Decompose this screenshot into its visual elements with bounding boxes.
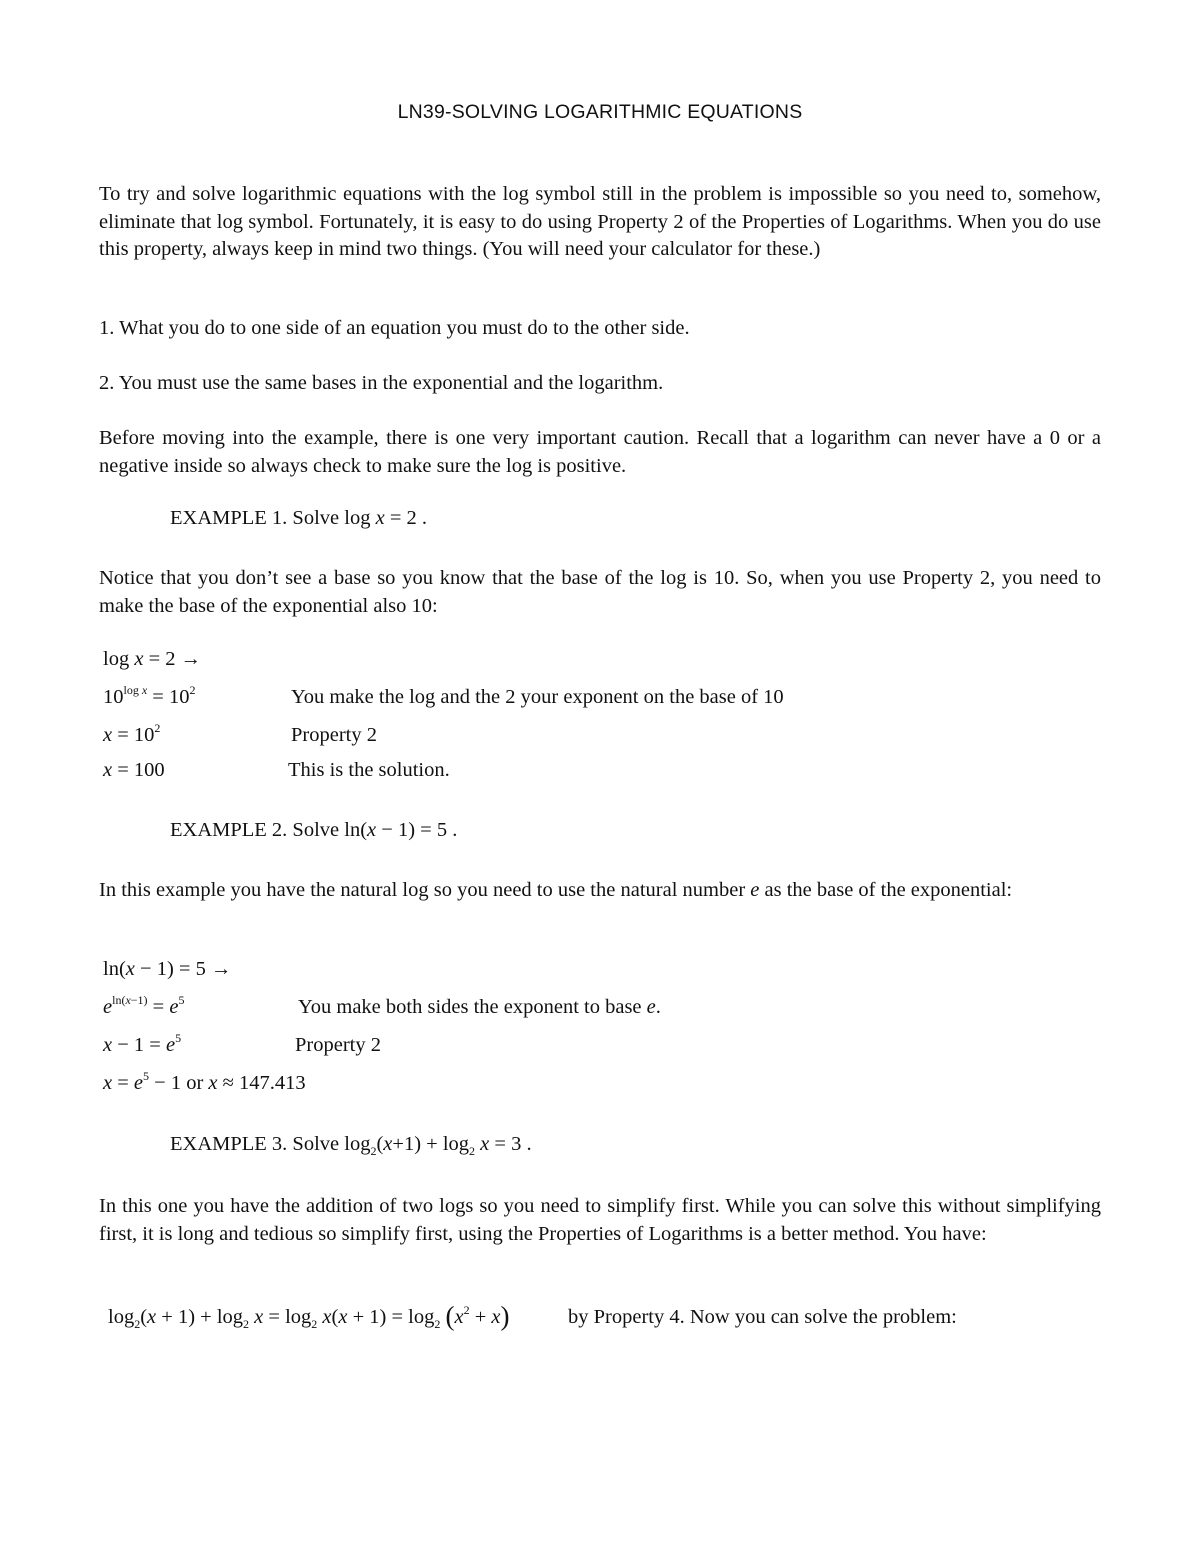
- example-1-label: EXAMPLE 1. Solve: [170, 507, 340, 529]
- example-3-label: EXAMPLE 3. Solve: [170, 1133, 340, 1155]
- example-1-heading: [170, 507, 427, 530]
- example-3-text: In this one you have the addition of two logs so you need to simplify first. While you can solve this without simplifying first, it is long and tedious so simplify first, using the Properties of Logarithms is a better method. You have:: [99, 1195, 1101, 1245]
- example-1-problem: log x = 2 .: [344, 507, 427, 529]
- example-3-problem: $\log_2(x+1) + \log_2 x = 3$ .: [344, 1133, 532, 1158]
- ex2-step-4: $x = e^5 - 1$ or x ≈ 147.413: [103, 1069, 306, 1094]
- example-2-problem: ln(x − 1) = 5 .: [344, 819, 458, 841]
- page-title: LN39-SOLVING LOGARITHMIC EQUATIONS: [397, 101, 803, 123]
- example-2-heading: [170, 819, 457, 842]
- ex1-step-3-note: Property 2: [291, 724, 377, 746]
- ex2-step-2: $e^{ln(x-1)} = e^5$: [103, 993, 185, 1018]
- caution-paragraph: Before moving into the example, there is one very important caution. Recall that a logarithm can never have a 0 or a negative inside so always check to make sure the log is positive.: [99, 427, 1101, 477]
- example-3-heading: [170, 1133, 532, 1156]
- ex1-step-3: $x = 10^2$: [103, 721, 161, 746]
- ex1-step-2: $10^{log x} = 10^2$: [103, 683, 196, 708]
- intro-paragraph: To try and solve logarithmic equations with the log symbol still in the problem is impossible so you need to, somehow, eliminate that log symbol. Fortunately, it is easy to do using Property 2 of the Properties of Logarithms. When you do use this property, always keep in mind two things. (You will need your calculator for these.): [99, 183, 1101, 260]
- ex1-step-4-note: This is the solution.: [288, 759, 450, 781]
- example-2-label: EXAMPLE 2. Solve: [170, 819, 340, 841]
- ex1-step-1: log x = 2 →: [103, 648, 202, 670]
- ex2-step-2-note: You make both sides the exponent to base e.: [298, 996, 661, 1018]
- ex2-step-1: ln(x − 1) = 5 →: [103, 958, 232, 980]
- ex1-step-4: x = 100: [103, 759, 165, 781]
- ex2-step-3: $x - 1 = e^5$: [103, 1031, 182, 1056]
- rule-2: 2. You must use the same bases in the exponential and the logarithm.: [99, 372, 664, 394]
- example-1-text: Notice that you don’t see a base so you know that the base of the log is 10. So, when you use Property 2, you need to make the base of the exponential also 10:: [99, 567, 1101, 617]
- ex1-step-2-note: You make the log and the 2 your exponent on the base of 10: [291, 686, 784, 708]
- ex3-final-text: by Property 4. Now you can solve the problem:: [568, 1306, 957, 1328]
- example-2-text: In this example you have the natural log so you need to use the natural number e as the base of the exponential:: [99, 879, 1013, 901]
- rule-1: 1. What you do to one side of an equation you must do to the other side.: [99, 317, 690, 339]
- ex2-step-3-note: Property 2: [295, 1034, 381, 1056]
- ex3-final-equation: $\log_2(x + 1) + \log_2 x = \log_2 x(x + 1) = \log_2 (x^2 + x)$: [108, 1301, 510, 1331]
